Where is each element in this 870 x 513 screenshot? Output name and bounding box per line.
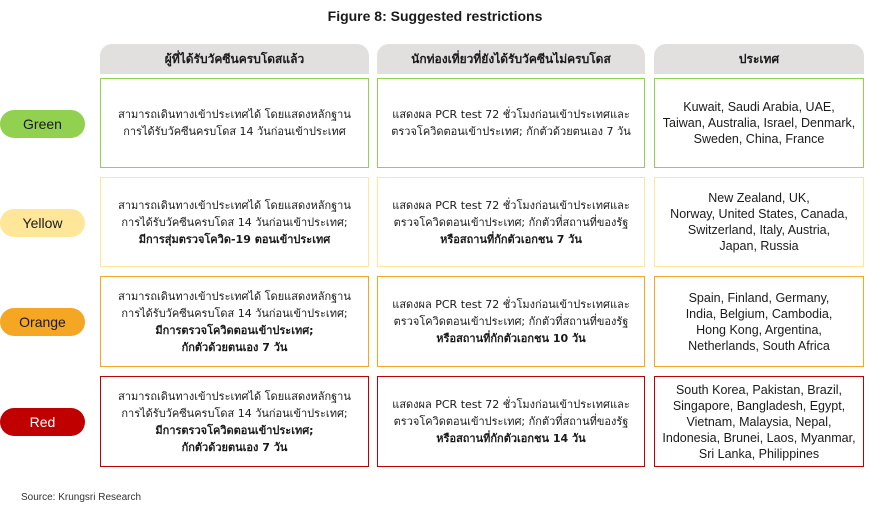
level-label: Orange — [19, 314, 66, 330]
condition-line: แสดงผล PCR test 72 ชั่วโมงก่อนเข้าประเทศและ — [392, 298, 630, 311]
condition-line: กักตัวด้วยตนเอง 7 วัน — [181, 340, 288, 354]
level-badge-yellow — [0, 209, 85, 237]
country-line: Netherlands, South Africa — [688, 338, 830, 353]
countries-cell — [654, 177, 864, 267]
figure-title: Figure 8: Suggested restrictions — [327, 8, 543, 24]
unvaccinated-cell — [377, 376, 645, 467]
country-line: Sri Lanka, Philippines — [698, 446, 820, 461]
country-line: Kuwait, Saudi Arabia, UAE, — [683, 100, 835, 114]
column-header-unvaccinated: นักท่องเที่ยวที่ยังได้รับวัคซีนไม่ครบโดส — [377, 44, 645, 74]
unvaccinated-cell — [377, 78, 645, 168]
source-note: Source: Krungsri Research — [21, 492, 142, 503]
country-line: New Zealand, UK, — [708, 191, 810, 205]
countries-cell — [654, 78, 864, 168]
level-label: Green — [23, 116, 62, 132]
condition-line: แสดงผล PCR test 72 ชั่วโมงก่อนเข้าประเทศและ — [392, 398, 630, 411]
country-line: Sweden, China, France — [693, 132, 825, 146]
condition-line: ตรวจโควิดตอนเข้าประเทศ; กักตัวด้วยตนเอง 7 วัน — [391, 125, 631, 138]
condition-line: หรือสถานที่กักตัวเอกชน 10 วัน — [436, 332, 586, 345]
countries-cell — [654, 376, 864, 467]
condition-line: การได้รับวัคซีนครบโดส 14 วันก่อนเข้าประเทศ; — [121, 215, 348, 229]
country-line: Switzerland, Italy, Austria, — [687, 223, 831, 237]
condition-line: หรือสถานที่กักตัวเอกชน 7 วัน — [440, 232, 582, 246]
country-line: Singapore, Bangladesh, Egypt, — [672, 398, 846, 413]
condition-line: การได้รับวัคซีนครบโดส 14 วันก่อนเข้าประเทศ; — [121, 306, 348, 320]
unvaccinated-cell — [377, 276, 645, 367]
condition-line: แสดงผล PCR test 72 ชั่วโมงก่อนเข้าประเทศและ — [392, 108, 630, 121]
country-line: Norway, United States, Canada, — [670, 207, 848, 221]
country-line: Spain, Finland, Germany, — [688, 290, 830, 305]
condition-line: ตรวจโควิดตอนเข้าประเทศ; กักตัวที่สถานที่ของรัฐ — [393, 315, 629, 328]
condition-line: สามารถเดินทางเข้าประเทศได้ โดยแสดงหลักฐาน — [118, 289, 351, 303]
vaccinated-cell — [100, 376, 369, 467]
country-line: South Korea, Pakistan, Brazil, — [675, 382, 843, 397]
vaccinated-cell — [100, 177, 369, 267]
level-label: Yellow — [22, 215, 63, 231]
condition-line: มีการสุ่มตรวจโควิด-19 ตอนเข้าประเทศ — [138, 232, 331, 246]
condition-line: มีการตรวจโควิดตอนเข้าประเทศ; — [155, 323, 314, 337]
vaccinated-cell — [100, 78, 369, 168]
condition-line: การได้รับวัคซีนครบโดส 14 วันก่อนเข้าประเทศ — [123, 125, 346, 138]
condition-line: แสดงผล PCR test 72 ชั่วโมงก่อนเข้าประเทศและ — [392, 198, 630, 212]
condition-line: สามารถเดินทางเข้าประเทศได้ โดยแสดงหลักฐาน — [118, 108, 351, 121]
country-line: Japan, Russia — [719, 239, 799, 253]
country-line: Vietnam, Malaysia, Nepal, — [686, 414, 832, 429]
condition-line: สามารถเดินทางเข้าประเทศได้ โดยแสดงหลักฐาน — [118, 389, 351, 403]
condition-line: การได้รับวัคซีนครบโดส 14 วันก่อนเข้าประเทศ; — [121, 406, 348, 420]
vaccinated-cell — [100, 276, 369, 367]
column-header-vaccinated: ผู้ที่ได้รับวัคซีนครบโดสแล้ว — [100, 44, 369, 74]
unvaccinated-cell — [377, 177, 645, 267]
level-badge-red — [0, 408, 85, 436]
level-label: Red — [29, 414, 56, 430]
column-header-countries: ประเทศ — [654, 44, 864, 74]
country-line: Indonesia, Brunei, Laos, Myanmar, — [662, 430, 856, 445]
countries-cell — [654, 276, 864, 367]
condition-line: กักตัวด้วยตนเอง 7 วัน — [181, 440, 288, 454]
level-badge-orange — [0, 308, 85, 336]
condition-line: หรือสถานที่กักตัวเอกชน 14 วัน — [436, 432, 586, 445]
condition-line: มีการตรวจโควิดตอนเข้าประเทศ; — [155, 423, 314, 437]
condition-line: สามารถเดินทางเข้าประเทศได้ โดยแสดงหลักฐาน — [118, 198, 351, 212]
condition-line: ตรวจโควิดตอนเข้าประเทศ; กักตัวที่สถานที่ของรัฐ — [393, 215, 629, 229]
level-badge-green — [0, 110, 85, 138]
country-line: Taiwan, Australia, Israel, Denmark, — [662, 116, 856, 130]
country-line: India, Belgium, Cambodia, — [685, 306, 833, 321]
condition-line: ตรวจโควิดตอนเข้าประเทศ; กักตัวที่สถานที่ของรัฐ — [393, 415, 629, 428]
country-line: Hong Kong, Argentina, — [696, 322, 822, 337]
